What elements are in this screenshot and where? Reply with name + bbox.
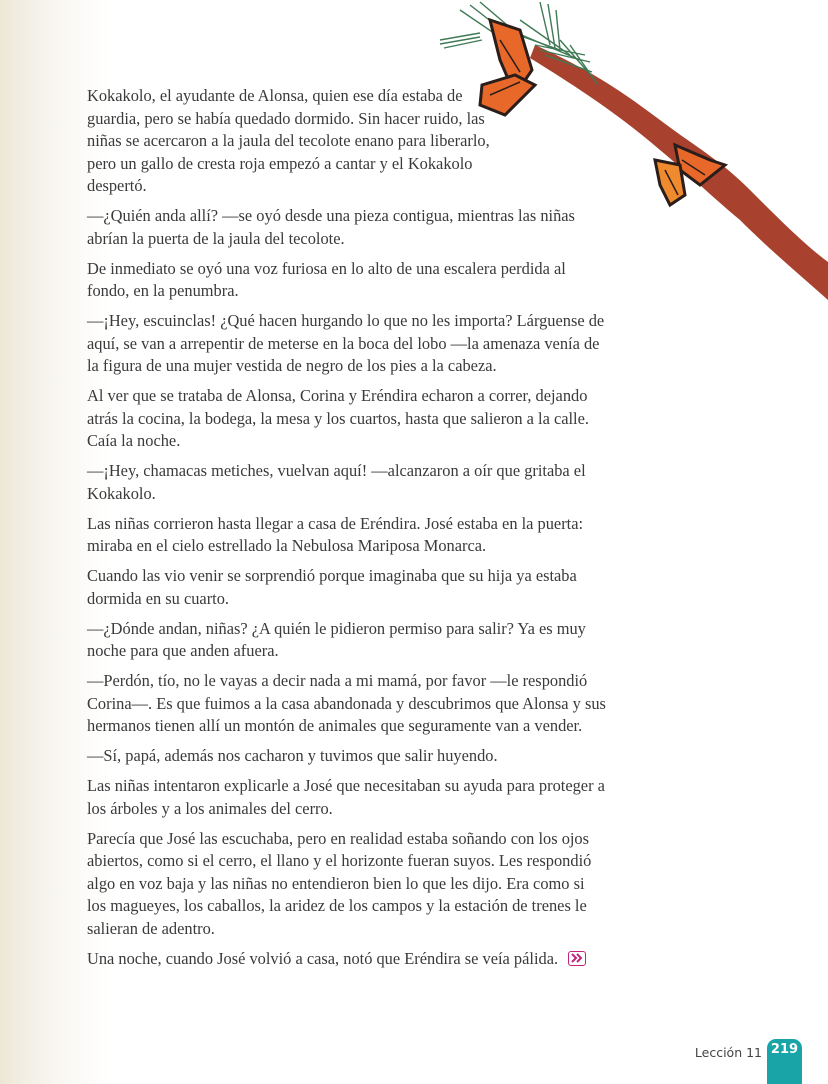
story-paragraph: —¿Quién anda allí? —se oyó desde una pieza contigua, mientras las niñas abrían la puerta de la jaula del tecolote.: [87, 206, 575, 248]
story-paragraph-text: Una noche, cuando José volvió a casa, notó que Eréndira se veía pálida.: [87, 948, 559, 968]
page-number: 219: [770, 1042, 799, 1057]
story-paragraph: Cuando las vio venir se sorprendió porque imaginaba que su hija ya estaba dormida en su cuarto.: [87, 566, 577, 608]
story-paragraph-last: [87, 948, 607, 971]
story-paragraph: —¡Hey, chamacas metiches, vuelvan aquí! —alcanzaron a oír que gritaba el Kokakolo.: [87, 461, 586, 503]
story-paragraph: De inmediato se oyó una voz furiosa en lo alto de una escalera perdida al fondo, en la penumbra.: [87, 258, 566, 300]
story-paragraph: Las niñas corrieron hasta llegar a casa de Eréndira. José estaba en la puerta: miraba en el cielo estrellado la Nebulosa Mariposa Monarca.: [87, 513, 584, 555]
story-paragraph: —Perdón, tío, no le vayas a decir nada a mi mamá, por favor —le respondió Corina—. Es que fuimos a la casa abandonada y descubrimos que Alonsa y sus hermanos tienen allí un montón de animales que seguramente van a vender.: [87, 671, 606, 735]
story-paragraph: Kokakolo, el ayudante de Alonsa, quien ese día estaba de guardia, pero se había quedado dormido. Sin hacer ruido, las niñas se acercaron a la jaula del tecolote enano para liberarlo, pero un gallo de cresta roja empezó a cantar y el Kokakolo despertó.: [87, 86, 490, 195]
story-paragraph: Parecía que José las escuchaba, pero en realidad estaba soñando con los ojos abiertos, como si el cerro, el llano y el horizonte fueran suyos. Les respondió algo en voz baja y las niñas no entendieron bien lo que les dijo. Era como si los magueyes, los caballos, la aridez de los campos y la estación de trenes le salieran de adentro.: [87, 828, 592, 938]
story-paragraph: —¡Hey, escuinclas! ¿Qué hacen hurgando lo que no les importa? Lárguense de aquí, se van a arrepentir de meterse en la boca del lobo —la amenaza venía de la figura de una mujer vestida de negro de los pies a la cabeza.: [87, 311, 605, 375]
story-paragraph: Las niñas intentaron explicarle a José que necesitaban su ayuda para proteger a los árboles y a los animales del cerro.: [87, 776, 605, 818]
page-number-tab: [767, 1039, 802, 1084]
story-paragraph: —Sí, papá, además nos cacharon y tuvimos que salir huyendo.: [87, 746, 498, 765]
lesson-label: Lección 11: [694, 1045, 762, 1060]
story-paragraph: —¿Dónde andan, niñas? ¿A quién le pidieron permiso para salir? Ya es muy noche para que anden afuera.: [87, 618, 586, 660]
story-text: [87, 85, 607, 978]
page-footer: [668, 1030, 828, 1084]
story-paragraph: Al ver que se trataba de Alonsa, Corina y Eréndira echaron a correr, dejando atrás la cocina, la bodega, la mesa y los cuartos, hasta que salieron a la calle. Caía la noche.: [87, 386, 589, 450]
double-chevron-right-icon[interactable]: [568, 951, 586, 966]
